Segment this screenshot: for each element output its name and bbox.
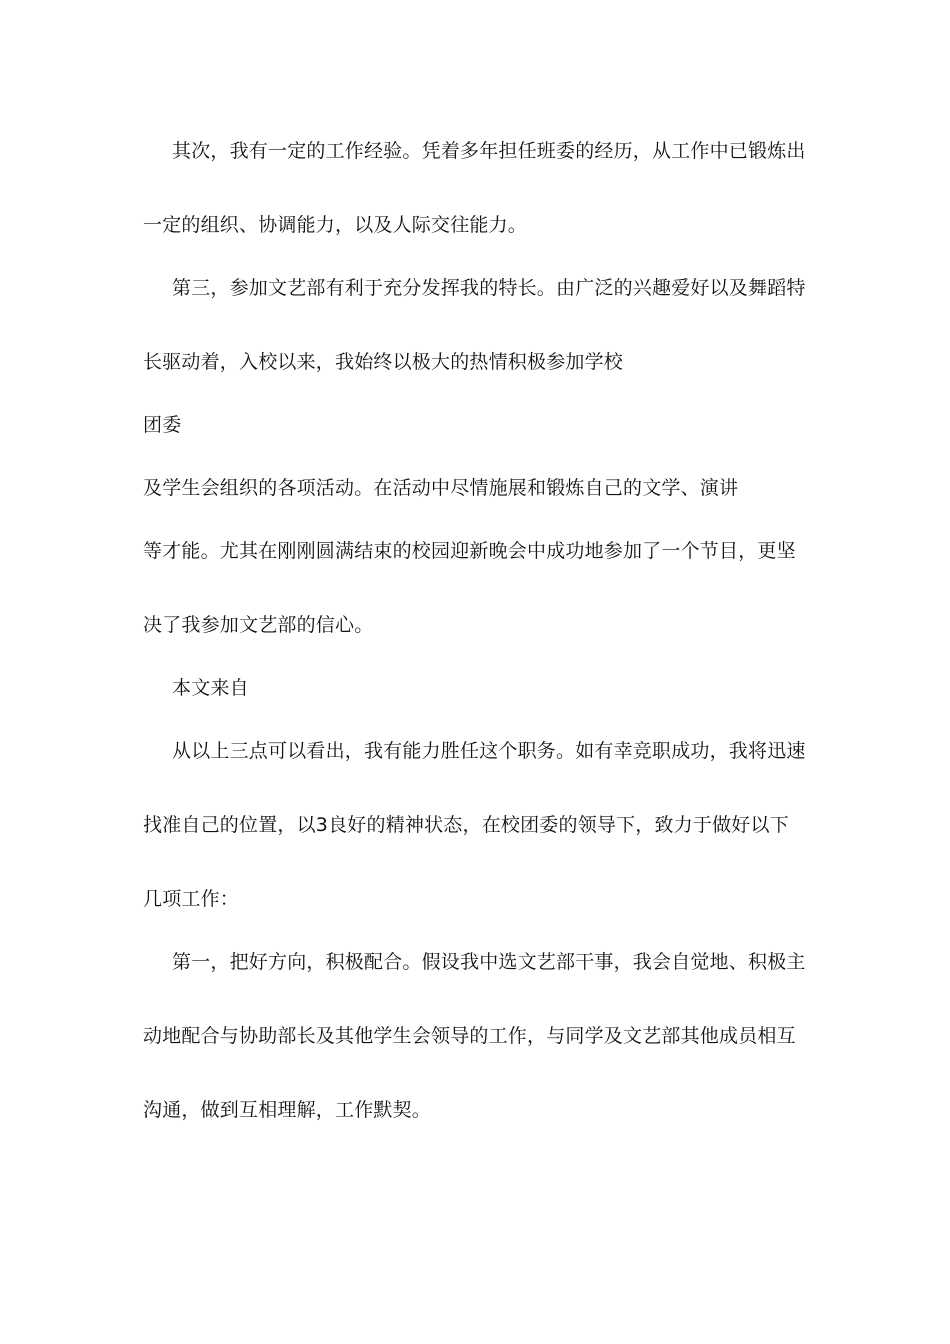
text-line-2: 一定的组织、协调能力，以及人际交往能力。 <box>143 214 528 236</box>
text-line-5: 团委 <box>143 414 182 436</box>
text-line-3: 第三，参加文艺部有利于充分发挥我的特长。由广泛的兴趣爱好以及舞蹈特 <box>172 277 806 299</box>
text-line-6: 及学生会组织的各项活动。在活动中尽情施展和锻炼自己的文学、演讲 <box>143 477 739 499</box>
text-line-12: 几项工作： <box>143 888 240 910</box>
text-line-9: 本文来自 <box>172 677 249 699</box>
text-line-7: 等才能。尤其在刚刚圆满结束的校园迎新晚会中成功地参加了一个节目，更坚 <box>143 540 796 562</box>
text-line-15: 沟通，做到互相理解，工作默契。 <box>143 1099 432 1121</box>
text-line-1: 其次，我有一定的工作经验。凭着多年担任班委的经历，从工作中已锻炼出 <box>172 140 806 162</box>
text-line-13: 第一，把好方向，积极配合。假设我中选文艺部干事，我会自觉地、积极主 <box>172 951 806 973</box>
text-line-10: 从以上三点可以看出，我有能力胜任这个职务。如有幸竞职成功，我将迅速 <box>172 740 806 762</box>
text-line-11: 找准自己的位置，以3良好的精神状态，在校团委的领导下，致力于做好以下 <box>143 814 789 836</box>
text-line-14: 动地配合与协助部长及其他学生会领导的工作，与同学及文艺部其他成员相互 <box>143 1025 796 1047</box>
text-line-8: 决了我参加文艺部的信心。 <box>143 614 374 636</box>
text-line-4: 长驱动着，入校以来，我始终以极大的热情积极参加学校 <box>143 351 624 373</box>
